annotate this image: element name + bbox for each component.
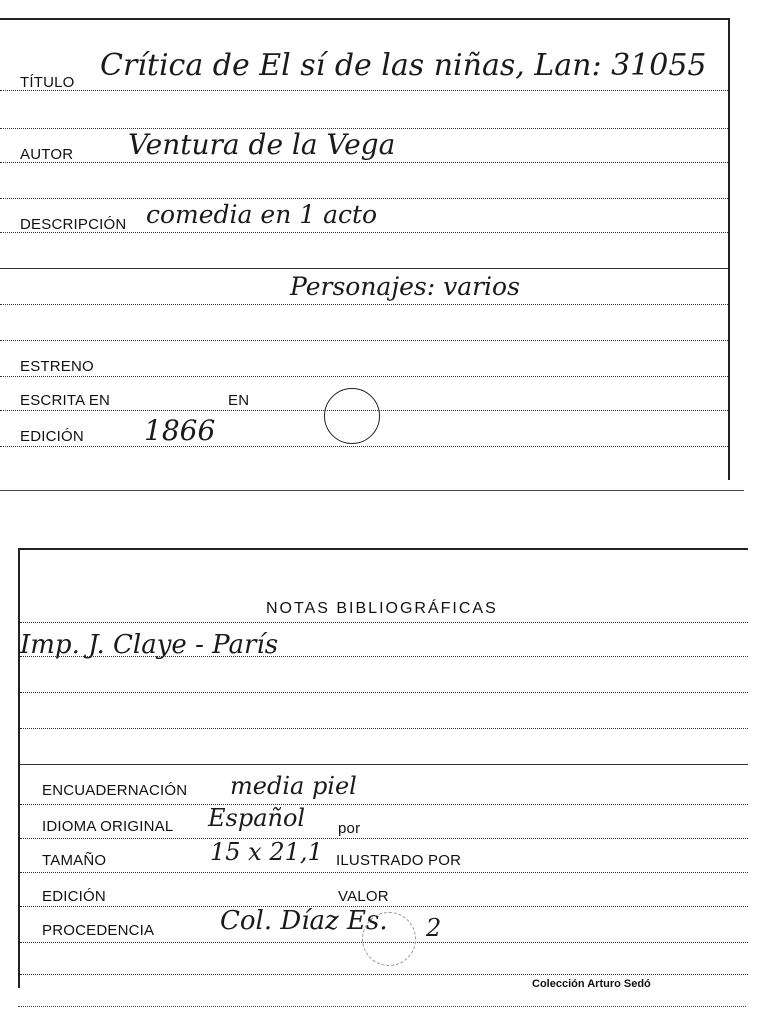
rule: [20, 622, 748, 623]
catalog-card-top: [0, 18, 730, 480]
rule: [0, 162, 728, 163]
rule: [20, 692, 748, 693]
idioma-value: Español: [208, 804, 306, 832]
rule: [20, 764, 748, 765]
rule: [0, 340, 728, 341]
rule: [20, 838, 748, 839]
personajes-value: Personajes: varios: [290, 272, 520, 301]
stamp-circle: [324, 388, 380, 444]
card-edge: [0, 490, 744, 491]
procedencia-suffix: 2: [426, 914, 442, 942]
rule: [20, 974, 748, 975]
titulo-value: Crítica de El sí de las niñas, Lan: 31055: [100, 48, 707, 83]
rule: [20, 804, 748, 805]
rule: [0, 198, 728, 199]
valor-label: VALOR: [338, 888, 389, 905]
stamp-circle: [362, 912, 416, 966]
autor-value: Ventura de la Vega: [128, 128, 396, 161]
encuadernacion-label: ENCUADERNACIÓN: [42, 782, 188, 799]
rule: [20, 872, 748, 873]
notas-heading: NOTAS BIBLIOGRÁFICAS: [266, 600, 498, 617]
escrita-en-label: ESCRITA EN: [20, 392, 111, 409]
autor-label: AUTOR: [20, 146, 74, 163]
rule: [0, 304, 728, 305]
en-label: EN: [228, 392, 250, 409]
rule: [20, 728, 748, 729]
edicion-label: EDICIÓN: [20, 428, 84, 445]
procedencia-value: Col. Díaz Es.: [220, 906, 388, 936]
descripcion-value: comedia en 1 acto: [146, 200, 378, 229]
idioma-label: IDIOMA ORIGINAL: [42, 818, 174, 835]
procedencia-label: PROCEDENCIA: [42, 922, 155, 939]
rule: [0, 446, 728, 447]
titulo-label: TÍTULO: [20, 74, 75, 91]
tamano-label: TAMAÑO: [42, 852, 107, 869]
estreno-label: ESTRENO: [20, 358, 94, 375]
notas-value: Imp. J. Claye - París: [20, 630, 279, 660]
catalog-card-bottom: [18, 548, 748, 988]
encuadernacion-value: media piel: [230, 772, 357, 800]
por-label: por: [338, 820, 361, 837]
card-edge: [18, 1006, 746, 1007]
rule: [0, 376, 728, 377]
tamano-value: 15 x 21,1: [210, 838, 323, 866]
collection-footer: Colección Arturo Sedó: [532, 978, 651, 990]
rule: [0, 268, 728, 269]
edicion-value: 1866: [144, 414, 216, 447]
descripcion-label: DESCRIPCIÓN: [20, 216, 127, 233]
rule: [0, 90, 728, 91]
edicion-label: EDICIÓN: [42, 888, 106, 905]
ilustrado-label: ILUSTRADO POR: [336, 852, 462, 869]
